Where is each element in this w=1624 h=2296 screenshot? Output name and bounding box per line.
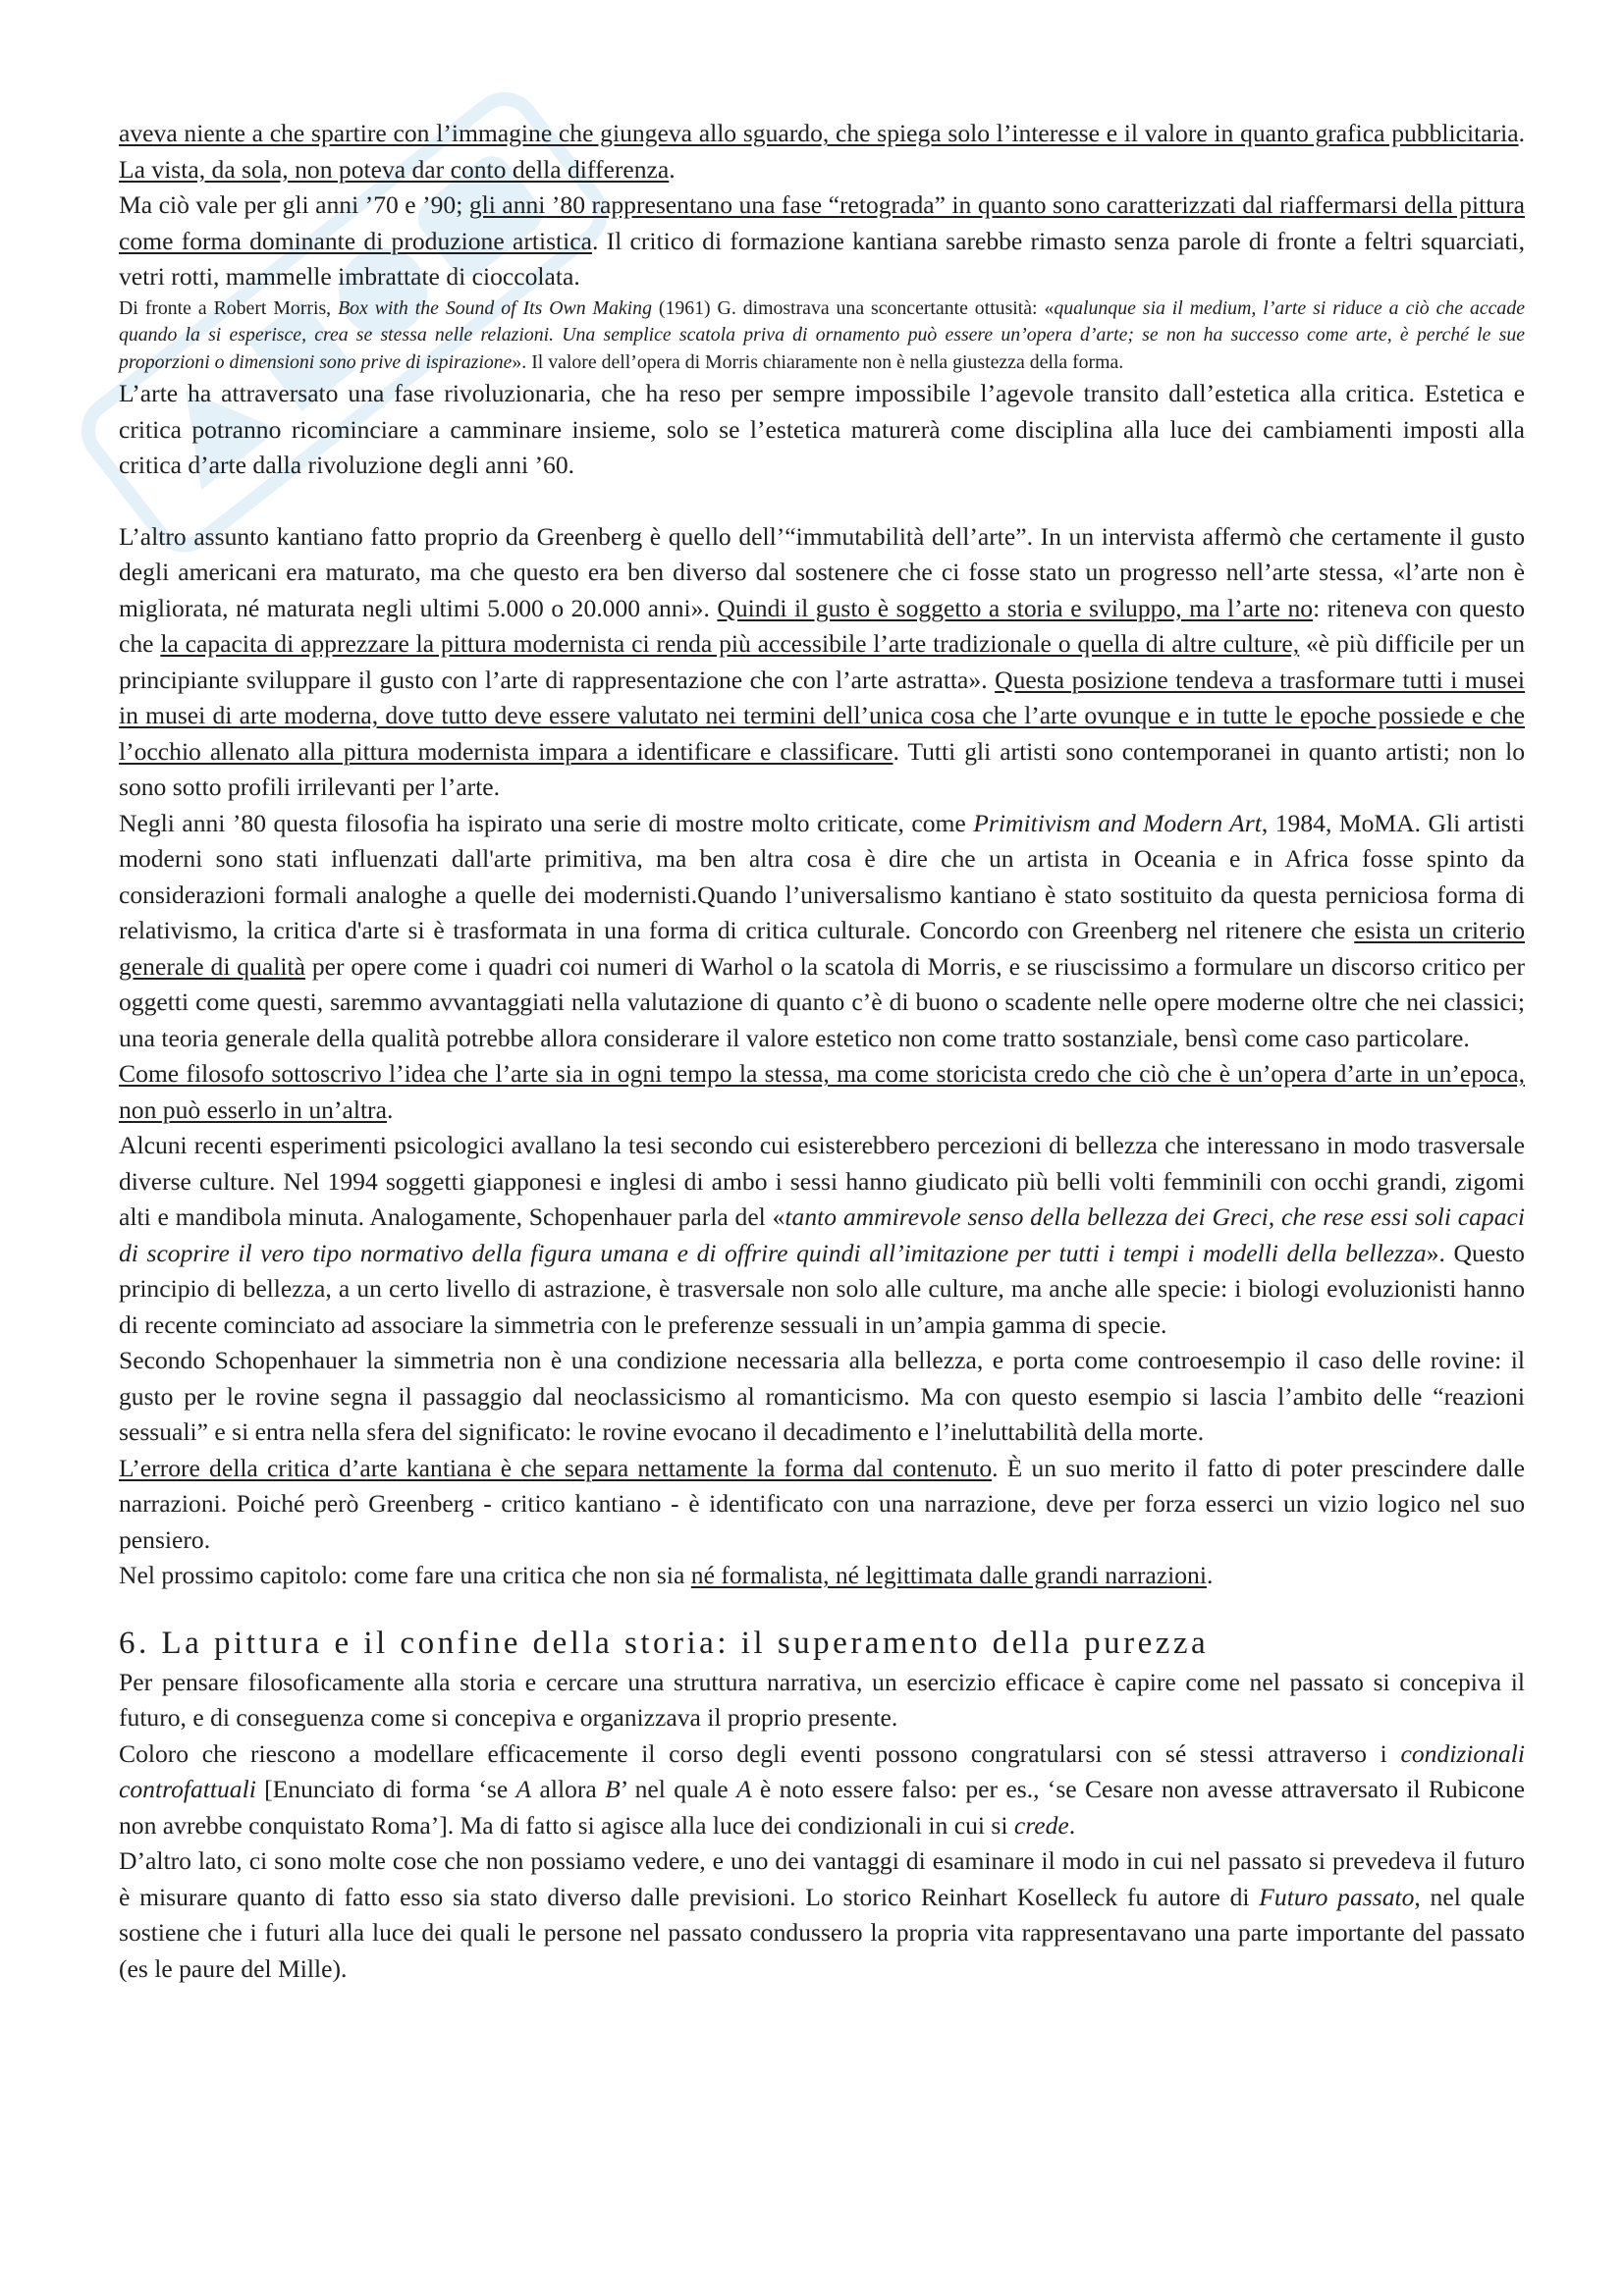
paragraph: D’altro lato, ci sono molte cose che non possiamo vedere, e uno dei vantaggi di esaminare il modo in cui nel passato si prevedeva il futuro è misurare quanto di fatto esso sia stato diverso dalle previsioni. Lo storico Reinhart Koselleck fu autore di Futuro passato, nel quale sostiene che i futuri alla luce dei quali le persone nel passato condussero la propria vita rappresentavano una parte importante del passato (es le paure del Mille).	[119, 1846, 1525, 1983]
section-heading: 6. La pittura e il confine della storia: il superamento della purezza	[119, 1625, 1210, 1661]
paragraph: L’errore della critica d’arte kantiana è che separa nettamente la forma dal contenuto. È un suo merito il fatto di poter prescindere dalle narrazioni. Poiché però Greenberg - critico kantiano - è identificato con una narrazione, deve per forza esserci un vizio logico nel suo pensiero.	[119, 1453, 1525, 1554]
paragraph: L’arte ha attraversato una fase rivoluzionaria, che ha reso per sempre impossibile l’agevole transito dall’estetica alla critica. Estetica e critica potranno ricominciare a camminare insieme, solo se l’estetica maturerà come disciplina alla luce dei cambiamenti imposti alla critica d’arte dalla rivoluzione degli anni ’60.	[119, 379, 1525, 479]
paragraph: Nel prossimo capitolo: come fare una critica che non sia né formalista, né legittimata dalle grandi narrazioni.	[119, 1561, 1214, 1589]
paragraph: Come filosofo sottoscrivo l’idea che l’arte sia in ogni tempo la stessa, ma come storicista credo che ciò che è un’opera d’arte in un’epoca, non può esserlo in un’altra.	[119, 1059, 1525, 1124]
paragraph: Secondo Schopenhauer la simmetria non è una condizione necessaria alla bellezza, e porta come controesempio il caso delle rovine: il gusto per le rovine segna il passaggio dal neoclassicismo al romanticismo. Ma con questo esempio si lascia l’ambito delle “reazioni sessuali” e si entra nella sfera del significato: le rovine evocano il decadimento e l’ineluttabilità della morte.	[119, 1346, 1525, 1446]
quote-paragraph: Di fronte a Robert Morris, Box with the Sound of Its Own Making (1961) G. dimostrava una sconcertante ottusità: «qualunque sia il medium, l’arte si riduce a ciò che accade quando la si esperisce, crea se stessa nelle relazioni. Una semplice scatola priva di ornamento può essere un’opera d’arte; se non ha successo come arte, è perché le sue proporzioni o dimensioni sono prive di ispirazione». Il valore dell’opera di Morris chiaramente non è nella giustezza della forma.	[119, 296, 1525, 373]
paragraph: Alcuni recenti esperimenti psicologici avallano la tesi secondo cui esisterebbero percezioni di bellezza che interessano in modo trasversale diverse culture. Nel 1994 soggetti giapponesi e inglesi di ambo i sessi hanno giudicato più belli volti femminili con occhi grandi, zigomi alti e mandibola minuta. Analogamente, Schopenhauer parla del «tanto ammirevole senso della bellezza dei Greci, che rese essi soli capaci di scoprire il vero tipo normativo della figura umana e di offrire quindi all’imitazione per tutti i tempi i modelli della bellezza». Questo principio di bellezza, a un certo livello di astrazione, è trasversale non solo alle culture, ma anche alle specie: i biologi evoluzionisti hanno di recente cominciato ad associare la simmetria con le preferenze sessuali in un’ampia gamma di specie.	[119, 1131, 1525, 1339]
paragraph: Per pensare filosoficamente alla storia e cercare una struttura narrativa, un esercizio efficace è capire come nel passato si concepiva il futuro, e di conseguenza come si concepiva e organizzava il proprio presente.	[119, 1667, 1525, 1732]
paragraph: aveva niente a che spartire con l’immagine che giungeva allo sguardo, che spiega solo l’interesse e il valore in quanto grafica pubblicitaria. La vista, da sola, non poteva dar conto della differenza.	[119, 119, 1525, 184]
paragraph: Coloro che riescono a modellare efficacemente il corso degli eventi possono congratularsi con sé stessi attraverso i condizionali controfattuali [Enunciato di forma ‘se A allora B’ nel quale A è noto essere falso: per es., ‘se Cesare non avesse attraversato il Rubicone non avrebbe conquistato Roma’]. Ma di fatto si agisce alla luce dei condizionali in cui si crede.	[119, 1738, 1526, 1840]
paragraph: L’altro assunto kantiano fatto proprio da Greenberg è quello dell’“immutabilità dell’arte”. In un intervista affermò che certamente il gusto degli americani era maturato, ma che questo era ben diverso dal sostenere che ci fosse stato un progresso nell’arte stessa, «l’arte non è migliorata, né maturata negli ultimi 5.000 o 20.000 anni». Quindi il gusto è soggetto a storia e sviluppo, ma l’arte no: riteneva con questo che la capacita di apprezzare la pittura modernista ci renda più accessibile l’arte tradizionale o quella di altre culture, «è più difficile per un principiante sviluppare il gusto con l’arte di rappresentazione che con l’arte astratta». Questa posizione tendeva a trasformare tutti i musei in musei di arte moderna, dove tutto deve essere valutato nei termini dell’unica cosa che l’arte ovunque e in tutte le epoche possiede e che l’occhio allenato alla pittura modernista impara a identificare e classificare. Tutti gli artisti sono contemporanei in quanto artisti; non lo sono sotto profili irrilevanti per l’arte.	[119, 521, 1526, 801]
paragraph: Ma ciò vale per gli anni ’70 e ’90; gli anni ’80 rappresentano una fase “retograda” in quanto sono caratterizzati dal riaffermarsi della pittura come forma dominante di produzione artistica. Il critico di formazione kantiana sarebbe rimasto senza parole di fronte a feltri squarciati, vetri rotti, mammelle imbrattate di cioccolata.	[119, 190, 1525, 291]
document-body	[119, 116, 1525, 1987]
paragraph: Negli anni ’80 questa filosofia ha ispirato una serie di mostre molto criticate, come Primitivism and Modern Art, 1984, MoMA. Gli artisti moderni sono stati influenzati dall'arte primitiva, ma ben altra cosa è dire che un artista in Oceania e in Africa fosse spinto da considerazioni formali analoghe a quelle dei modernisti.Quando l’universalismo kantiano è stato sostituito da questa perniciosa forma di relativismo, la critica d'arte si è trasformata in una forma di critica culturale. Concordo con Greenberg nel ritenere che esista un criterio generale di qualità per opere come i quadri coi numeri di Warhol o la scatola di Morris, e se riuscissimo a formulare un discorso critico per oggetti come questi, saremmo avvantaggiati nella valutazione di quanto c’è di buono o scadente nelle opere moderne oltre che nei classici; una teoria generale della qualità potrebbe allora considerare il valore estetico non come tratto sostanziale, bensì come caso particolare.	[119, 808, 1526, 1052]
